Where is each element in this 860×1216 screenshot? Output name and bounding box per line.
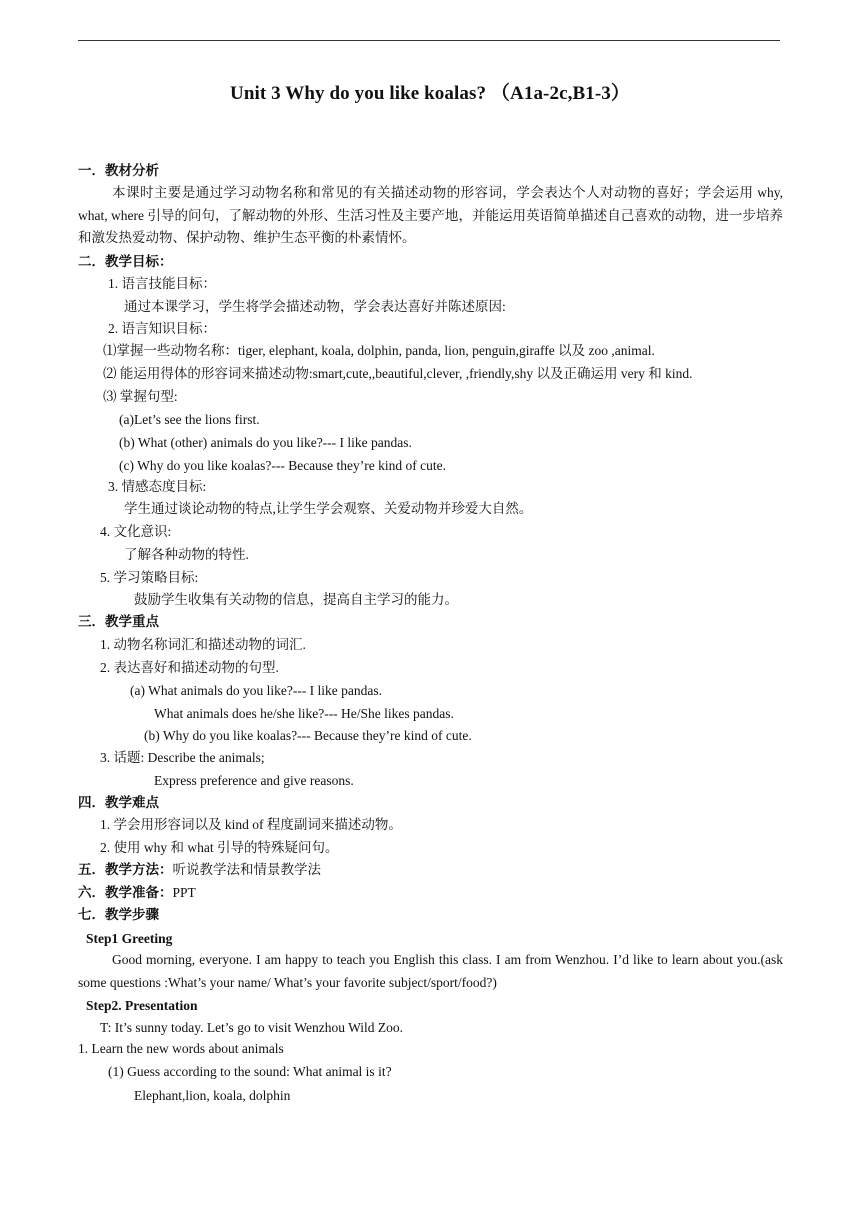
preparation-text: PPT bbox=[172, 885, 196, 900]
pattern-a: (a)Let’s see the lions first. bbox=[119, 412, 260, 427]
key-point-3: 3. 话题: Describe the animals; bbox=[100, 750, 265, 765]
section-heading-key-points: 三．教学重点 bbox=[78, 614, 159, 629]
section-heading-objectives: 二．教学目标： bbox=[78, 254, 173, 269]
knowledge-2: ⑵ 能运用得体的形容词来描述动物:smart,cute,,beautiful,clever, ,friendly,shy 以及正确运用 very 和 kind. bbox=[103, 366, 693, 381]
objective-4-text: 了解各种动物的特性. bbox=[124, 547, 249, 562]
step2-teacher-line: T: It’s sunny today. Let’s go to visit Wenzhou Wild Zoo. bbox=[100, 1020, 404, 1035]
key-point-2: 2. 表达喜好和描述动物的句型. bbox=[100, 660, 279, 675]
page-title: Unit 3 Why do you like koalas? （A1a-2c,B1-3） bbox=[230, 83, 630, 104]
step2-heading: Step2. Presentation bbox=[86, 998, 198, 1013]
difficulty-2: 2. 使用 why 和 what 引导的特殊疑问句。 bbox=[100, 840, 339, 855]
key-pattern-a2: What animals does he/she like?--- He/She likes pandas. bbox=[154, 706, 454, 721]
key-point-3-cont: Express preference and give reasons. bbox=[154, 773, 354, 788]
key-pattern-b: (b) Why do you like koalas?--- Because they’re kind of cute. bbox=[144, 728, 472, 743]
step2-item-1b: Elephant,lion, koala, dolphin bbox=[134, 1088, 291, 1103]
step2-item-1: 1. Learn the new words about animals bbox=[78, 1041, 284, 1056]
objective-4: 4. 文化意识: bbox=[100, 524, 172, 539]
section-heading-analysis: 一．教材分析 bbox=[78, 163, 159, 178]
step1-text: Good morning, everyone. I am happy to teach you English this class. I am from Wenzhou. I’d like to learn about you.(ask some questions :What’s your name/ What’s your favorite subject/sport/food?) bbox=[78, 952, 783, 990]
objective-5: 5. 学习策略目标: bbox=[100, 570, 199, 585]
objective-5-text: 鼓励学生收集有关动物的信息，提高自主学习的能力。 bbox=[134, 592, 458, 607]
objective-3-text: 学生通过谈论动物的特点,让学生学会观察、关爱动物并珍爱大自然。 bbox=[124, 501, 533, 516]
objective-2: 2. 语言知识目标： bbox=[108, 321, 216, 336]
section-heading-difficulties: 四．教学难点 bbox=[78, 795, 159, 810]
objective-1-text: 通过本课学习，学生将学会描述动物，学会表达喜好并陈述原因: bbox=[124, 299, 506, 314]
knowledge-1: ⑴掌握一些动物名称：tiger, elephant, koala, dolphin, panda, lion, penguin,giraffe 以及 zoo ,animal. bbox=[103, 343, 655, 358]
methods-line bbox=[78, 861, 321, 879]
difficulty-1: 1. 学会用形容词以及 kind of 程度副词来描述动物。 bbox=[100, 817, 402, 832]
section-heading-preparation: 六．教学准备： bbox=[78, 885, 173, 900]
preparation-line bbox=[78, 884, 196, 902]
header-rule bbox=[78, 40, 780, 41]
knowledge-3: ⑶ 掌握句型: bbox=[103, 389, 178, 404]
pattern-c: (c) Why do you like koalas?--- Because they’re kind of cute. bbox=[119, 458, 446, 473]
step2-item-1a: (1) Guess according to the sound: What animal is it? bbox=[108, 1064, 392, 1079]
objective-1: 1. 语言技能目标： bbox=[108, 276, 216, 291]
analysis-paragraph: 本课时主要是通过学习动物名称和常见的有关描述动物的形容词，学会表达个人对动物的喜好；学会运用 why, what, where 引导的问句，了解动物的外形、生活习性及主要产地，并能运用英语简单描述自己喜欢的动物，进一步培养和激发热爱动物、保护动物、维护生态平衡的朴素情怀。 bbox=[78, 185, 783, 245]
section-heading-steps: 七．教学步骤 bbox=[78, 907, 159, 922]
key-point-1: 1. 动物名称词汇和描述动物的词汇. bbox=[100, 637, 306, 652]
section-heading-methods: 五．教学方法： bbox=[78, 862, 173, 877]
step1-heading: Step1 Greeting bbox=[86, 931, 173, 946]
pattern-b: (b) What (other) animals do you like?--- I like pandas. bbox=[119, 435, 412, 450]
methods-text: 听说教学法和情景教学法 bbox=[172, 862, 321, 877]
objective-3: 3. 情感态度目标: bbox=[108, 479, 207, 494]
key-pattern-a1: (a) What animals do you like?--- I like pandas. bbox=[130, 683, 383, 698]
